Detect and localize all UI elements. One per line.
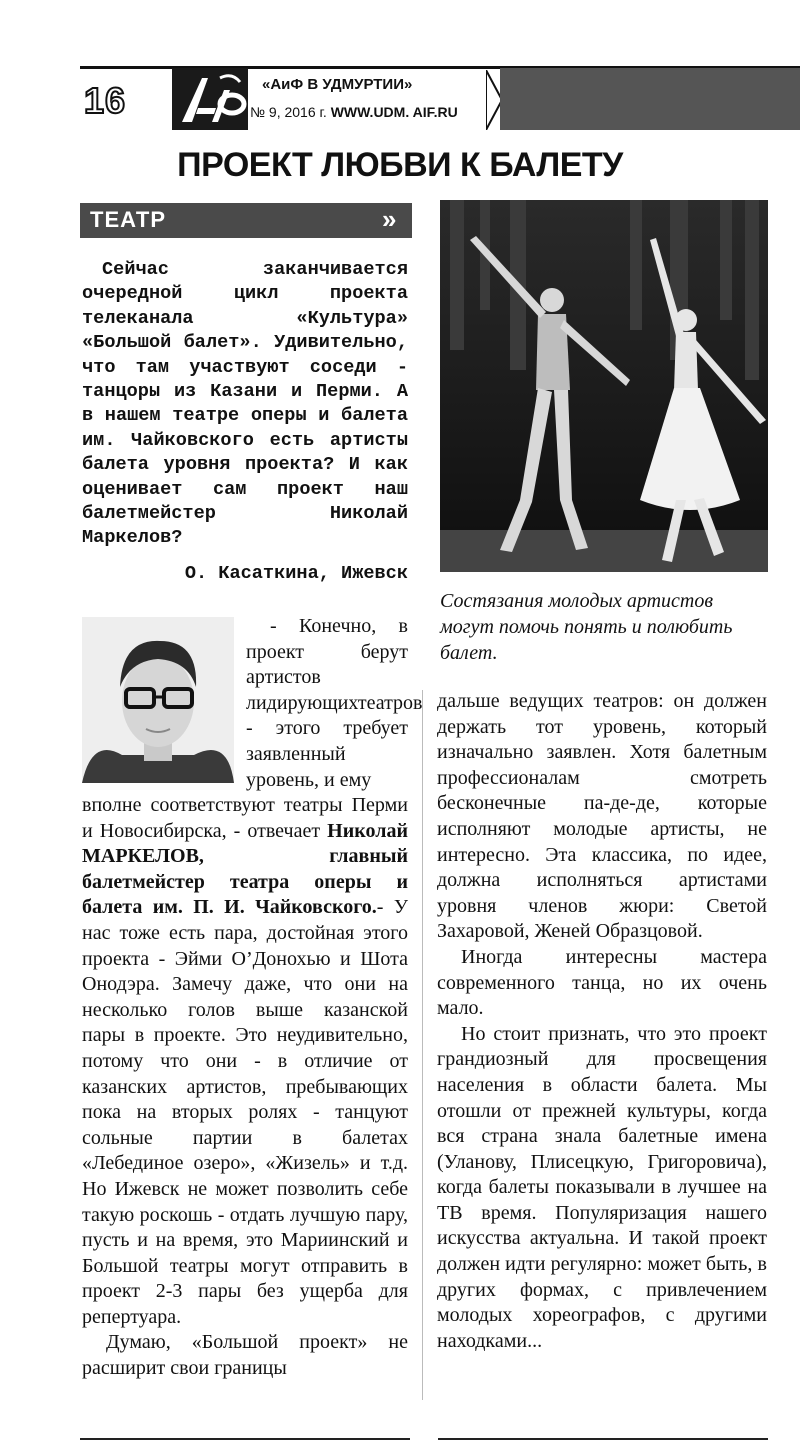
- answer-paragraph-3: дальше ведущих театров: он должен держать тот уровень, который изначально заявлен. Хотя балетным профессионалам смотреть бесконечные па-де-де, которые исполняют молодые артисты, не интересно. Эта классика, по идее, должна исполняться артистами уровня членов жюри: Светой Захаровой, Женей Образцовой.: [437, 690, 767, 943]
- answer-paragraph-5: Но стоит признать, что это проект грандиозный для просвещения населения в области балета. Мы отошли от прежней культуры, когда вся страна знала балетные имена (Уланову, Плисецкую, Григоровича), когда балеты показывали в лучшее на ТВ время. Популяризация нашего искусства актуальна. И такой проект должен идти регулярно: может быть, в других формах, с привлечением молодых хореографов, с другими находками...: [437, 1022, 767, 1352]
- masthead-band: [500, 68, 800, 130]
- answer-paragraph-4: Иногда интересны мастера современного танца, но их очень мало.: [437, 945, 767, 1020]
- answer-paragraph-2: Думаю, «Большой проект» не расширит свои границы: [82, 1331, 408, 1380]
- photo-caption: Состязания молодых артистов могут помочь понять и полюбить балет.: [440, 590, 733, 664]
- bottom-rule-right: [438, 1438, 768, 1440]
- chevron-right-icon: »: [382, 204, 397, 234]
- rubric-label: ТЕАТР: [90, 207, 167, 232]
- article-col2: [437, 689, 767, 1354]
- ballet-photo: [440, 200, 768, 572]
- page-number: 16: [84, 80, 127, 121]
- answer-opening: - Конечно, в проект берут артистов лидирующихтеатров - этого требует заявленный уровень, и ему: [246, 615, 423, 791]
- article-col1: [82, 793, 408, 1382]
- answer-paragraph-1: вполне соответствуют театры Перми и Новосибирска, - отвечает Николай МАРКЕЛОВ, главный балетмейстер театра оперы и балета им. П. И. Чайковского.- У нас тоже есть пара, достойная этого проекта - Эйми О’Донохью и Шота Онодэра. Замечу даже, что они на несколько голов выше казанской пары в проекте. Это неудивительно, потому что они - в отличие от казанских артистов, пребывающих пока на вторых ролях - танцуют сольные партии в балетах «Лебединое озеро», «Жизель» и т.д. Но Ижевск не может позволить себе такую роскошь - отдать лучшую пару, пусть и на время, это Мариинский и Большой театры могут отправить в проект 2-3 пары без ущерба для репертуара.: [82, 794, 408, 1328]
- issue-line: [250, 104, 458, 120]
- author-portrait: [82, 617, 234, 783]
- aif-logo: [172, 68, 248, 130]
- bottom-rule-left: [80, 1438, 410, 1440]
- reader-question: [82, 258, 408, 551]
- site-url: WWW.UDM. AIF.RU: [330, 104, 458, 120]
- speaker-credit: Николай МАРКЕЛОВ, главный балетмейстер театра оперы и балета им. П. И. Чайковского.: [82, 819, 408, 919]
- column-divider: [422, 690, 423, 1400]
- issue-number: № 9, 2016 г.: [250, 104, 327, 120]
- question-text: Сейчас заканчивается очередной цикл проекта телеканала «Культура» «Большой балет». Удивительно, что там участвуют соседи - танцоры из Казани и Перми. А в нашем театре оперы и балета им. Чайковского есть артисты балета уровня проекта? И как оценивает сам проект наш балетмейстер Николай Маркелов?: [82, 259, 408, 549]
- newspaper-title: «АиФ В УДМУРТИИ»: [262, 76, 413, 93]
- article-col1-top: [246, 614, 423, 793]
- article-headline: ПРОЕКТ ЛЮБВИ К БАЛЕТУ: [177, 146, 623, 184]
- question-author: О. Касаткина, Ижевск: [184, 563, 408, 584]
